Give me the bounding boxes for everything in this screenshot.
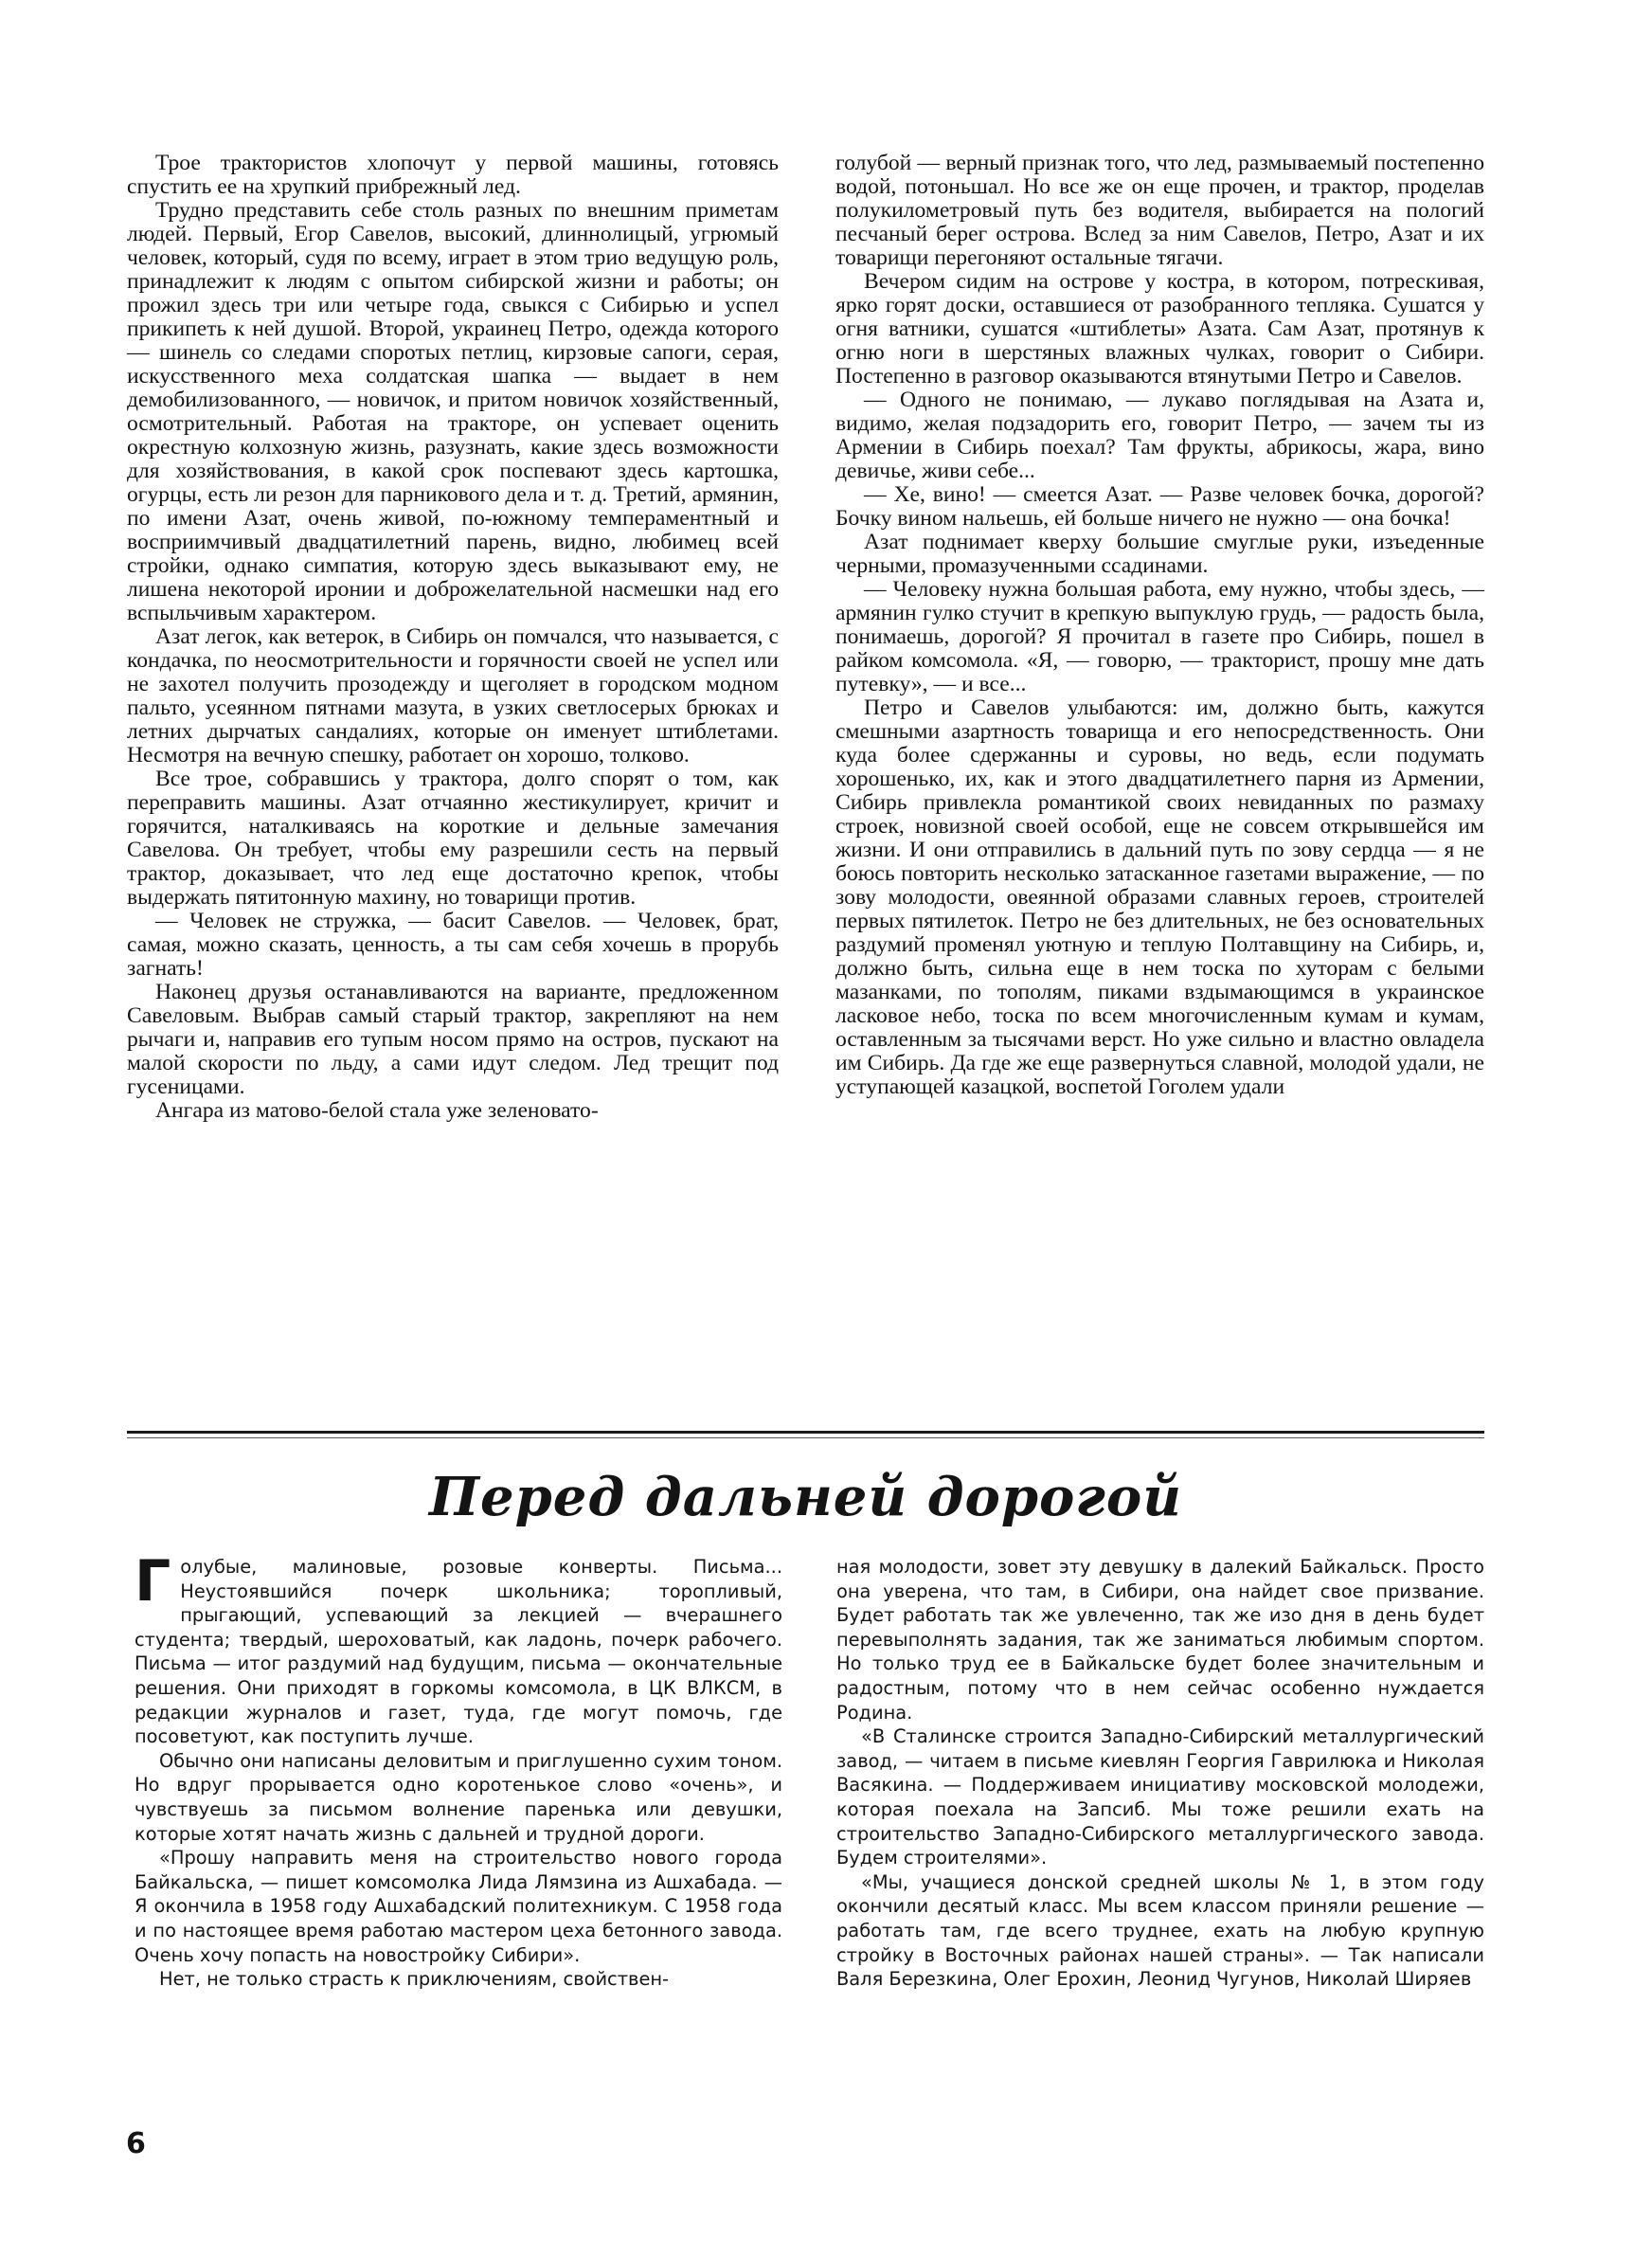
paragraph: Азат легок, как ветерок, в Сибирь он помчался, что называется, с кондачка, по неосмотрительности и горячности своей не успел или не захотел получить прозодежду и щеголяет в городском модном пальто, усеянном пятнами мазута, в узких светлосерых брюках и летних дырчатых сандалиях, которые он именует штиблетами. Несмотря на вечную спешку, работает он хорошо, толково. (127, 624, 779, 767)
paragraph: Обычно они написаны деловитым и приглушенно сухим тоном. Но вдруг прорывается одно коротенькое слово «очень», и чувствуешь за письмом волнение паренька или девушки, которые хотят начать жизнь с дальней и трудной дороги. (135, 1749, 782, 1845)
section-divider-thin (127, 1437, 1484, 1438)
paragraph: Наконец друзья останавливаются на варианте, предложенном Савеловым. Выбрав самый старый трактор, закрепляют на нем рычаги и, направив его тупым носом прямо на остров, пускают на малой скорости по льду, а сами идут следом. Лед трещит под гусеницами. (127, 980, 779, 1099)
paragraph: «Мы, учащиеся донской средней школы № 1, в этом году окончили десятый класс. Мы всем классом приняли решение — работать там, где всего труднее, ехать на любую крупную стройку в Восточных районах нашей страны». — Так написали Валя Березкина, Олег Ерохин, Леонид Чугунов, Николай Ширяев (836, 1870, 1484, 1991)
article-bottom-left-column (135, 1548, 782, 1992)
page-number: 6 (126, 2127, 146, 2160)
paragraph: Ангара из матово-белой стала уже зеленовато- (155, 1098, 599, 1123)
lead-paragraph (135, 1548, 782, 1749)
paragraph: Нет, не только страсть к приключениям, свойствен- (159, 1968, 670, 1991)
paragraph: — Хе, вино! — смеется Азат. — Разве человек бочка, дорогой? Бочку вином нальешь, ей больше ничего не нужно — она бочка! (835, 482, 1484, 531)
paragraph: голубой — верный признак того, что лед, размываемый постепенно водой, потоньшал. Но все же он еще прочен, и трактор, проделав полукилометровый путь без водителя, выбирается на пологий песчаный берег острова. Вслед за ним Савелов, Петро, Азат и их товарищи перегоняют остальные тягачи. (835, 151, 1484, 270)
paragraph: Петро и Савелов улыбаются: им, должно быть, кажутся смешными азартность товарища и его непосредственность. Они куда более сдержанны и суровы, но ведь, если подумать хорошенько, их, как и этого двадцатилетнего парня из Армении, Сибирь привлекла романтикой своих невиданных по размаху строек, новизной своей особой, еще не совсем открывшейся им жизни. И они отправились в дальний путь по зову сердца — я не боюсь повторить несколько затасканное газетами выражение, — по зову молодости, овеянной образами славных героев, строителей первых пятилеток. Петро не без длительных, не без основательных раздумий променял уютную и теплую Полтавщину на Сибирь, и, должно быть, сильна еще в нем тоска по хуторам с белыми мазанками, по тополям, пиками вздымающимся в украинское ласковое небо, тоска по всем многочисленным кумам и кумам, оставленным за тысячами верст. Но уже сильно и властно овладела им Сибирь. Да где же еще развернуться славной, молодой удали, не уступающей казацкой, воспетой Гоголем удали (835, 695, 1484, 1099)
paragraph: Трудно представить себе столь разных по внешним приметам людей. Первый, Егор Савелов, высокий, длиннолицый, угрюмый человек, который, судя по всему, играет в этом трио ведущую роль, принадлежит к людям с опытом сибирской жизни и работы; он прожил здесь три или четыре года, свыкся с Сибирью и успел прикипеть к ней душой. Второй, украинец Петро, одежда которого — шинель со следами споротых петлиц, кирзовые сапоги, серая, искусственного меха солдатская шапка — выдает в нем демобилизованного, — новичок, и притом новичок хозяйственный, осмотрительный. Работая на тракторе, он успевает оценить окрестную колхозную жизнь, разузнать, какие здесь возможности для хозяйствования, в какой срок поспевают здесь картошка, огурцы, есть ли резон для парникового дела и т. д. Третий, армянин, по имени Азат, очень живой, по-южному темпераментный и восприимчивый двадцатилетний парень, видно, любимец всей стройки, однако симпатия, которую здесь выказывают ему, не лишена некоторой иронии и доброжелательной насмешки над его вспыльчивым характером. (127, 198, 779, 625)
paragraph: — Человек не стружка, — басит Савелов. — Человек, брат, самая, можно сказать, ценность, а ты сам себя хочешь в прорубь загнать! (127, 909, 779, 981)
paragraph: Вечером сидим на острове у костра, в котором, потрескивая, ярко горят доски, оставшиеся от разобранного тепляка. Сушатся у огня ватники, сушатся «штиблеты» Азата. Сам Азат, протянув к огню ноги в шерстяных влажных чулках, говорит о Сибири. Постепенно в разговор оказываются втянутыми Петро и Савелов. (835, 269, 1484, 388)
article-top-right-column (835, 152, 1484, 1099)
article-top-left-column (127, 152, 779, 1123)
paragraph: Азат поднимает кверху большие смуглые руки, изъеденные черными, промазученными ссадинами. (835, 530, 1484, 578)
paragraph: «Прошу направить меня на строительство нового города Байкальска, — пишет комсомолка Лида Лямзина из Ашхабада. — Я окончила в 1958 году Ашхабадский политехникум. С 1958 года и по настоящее время работаю мастером цеха бетонного завода. Очень хочу попасть на новостройку Сибири». (135, 1847, 782, 1966)
paragraph: «В Сталинске строится Западно-Сибирский металлургический завод, — читаем в письме киевлян Георгия Гаврилюка и Николая Васякина. — Поддерживаем инициативу московской молодежи, которая поехала на Запсиб. Мы тоже решили ехать на строительство Западно-Сибирского металлургического завода. Будем строителями». (836, 1725, 1484, 1869)
article-bottom-right-column (836, 1555, 1484, 1992)
section-divider (127, 1431, 1484, 1434)
paragraph: Трое трактористов хлопочут у первой машины, готовясь спустить ее на хрупкий прибрежный лед. (127, 151, 779, 199)
paragraph: ная молодости, зовет эту девушку в далекий Байкальск. Просто она уверена, что там, в Сибири, она найдет свое призвание. Будет работать так же увлеченно, так же изо дня в день будет перевыполнять задания, так же заниматься любимым спортом. Но только труд ее в Байкальске будет более значительным и радостным, потому что в нем сейчас особенно нуждается Родина. (836, 1556, 1484, 1724)
paragraph: — Одного не понимаю, — лукаво поглядывая на Азата и, видимо, желая подзадорить его, говорит Петро, — зачем ты из Армении в Сибирь поехал? Там фрукты, абрикосы, жара, вино девичье, живи себе... (835, 388, 1484, 483)
paragraph: — Человеку нужна большая работа, ему нужно, чтобы здесь, — армянин гулко стучит в крепкую выпуклую грудь, — радость была, понимаешь, дорогой? Я прочитал в газете про Сибирь, пошел в райком комсомола. «Я, — говорю, — тракторист, прошу мне дать путевку», — и все... (835, 577, 1484, 696)
drop-cap: Г (135, 1548, 171, 1615)
lead-text: олубые, малиновые, розовые конверты. Письма... Неустоявшийся почерк школьника; торопливый, прыгающий, успевающий за лекцией — вчерашнего студента; твердый, шероховатый, как ладонь, почерк рабочего. Письма — итог раздумий над будущим, письма — окончательные решения. Они приходят в горкомы комсомола, в ЦК ВЛКСМ, в редакции журналов и газет, туда, где могут помочь, где посоветуют, как поступить лучше. (135, 1556, 782, 1748)
article-headline: Перед дальней дорогой (429, 1466, 1182, 1528)
paragraph: Все трое, собравшись у трактора, долго спорят о том, как переправить машины. Азат отчаянно жестикулирует, кричит и горячится, наталкиваясь на короткие и дельные замечания Савелова. Он требует, чтобы ему разрешили сесть на первый трактор, доказывает, что лед еще достаточно крепок, чтобы выдержать пятитонную махину, но товарищи против. (127, 767, 779, 910)
